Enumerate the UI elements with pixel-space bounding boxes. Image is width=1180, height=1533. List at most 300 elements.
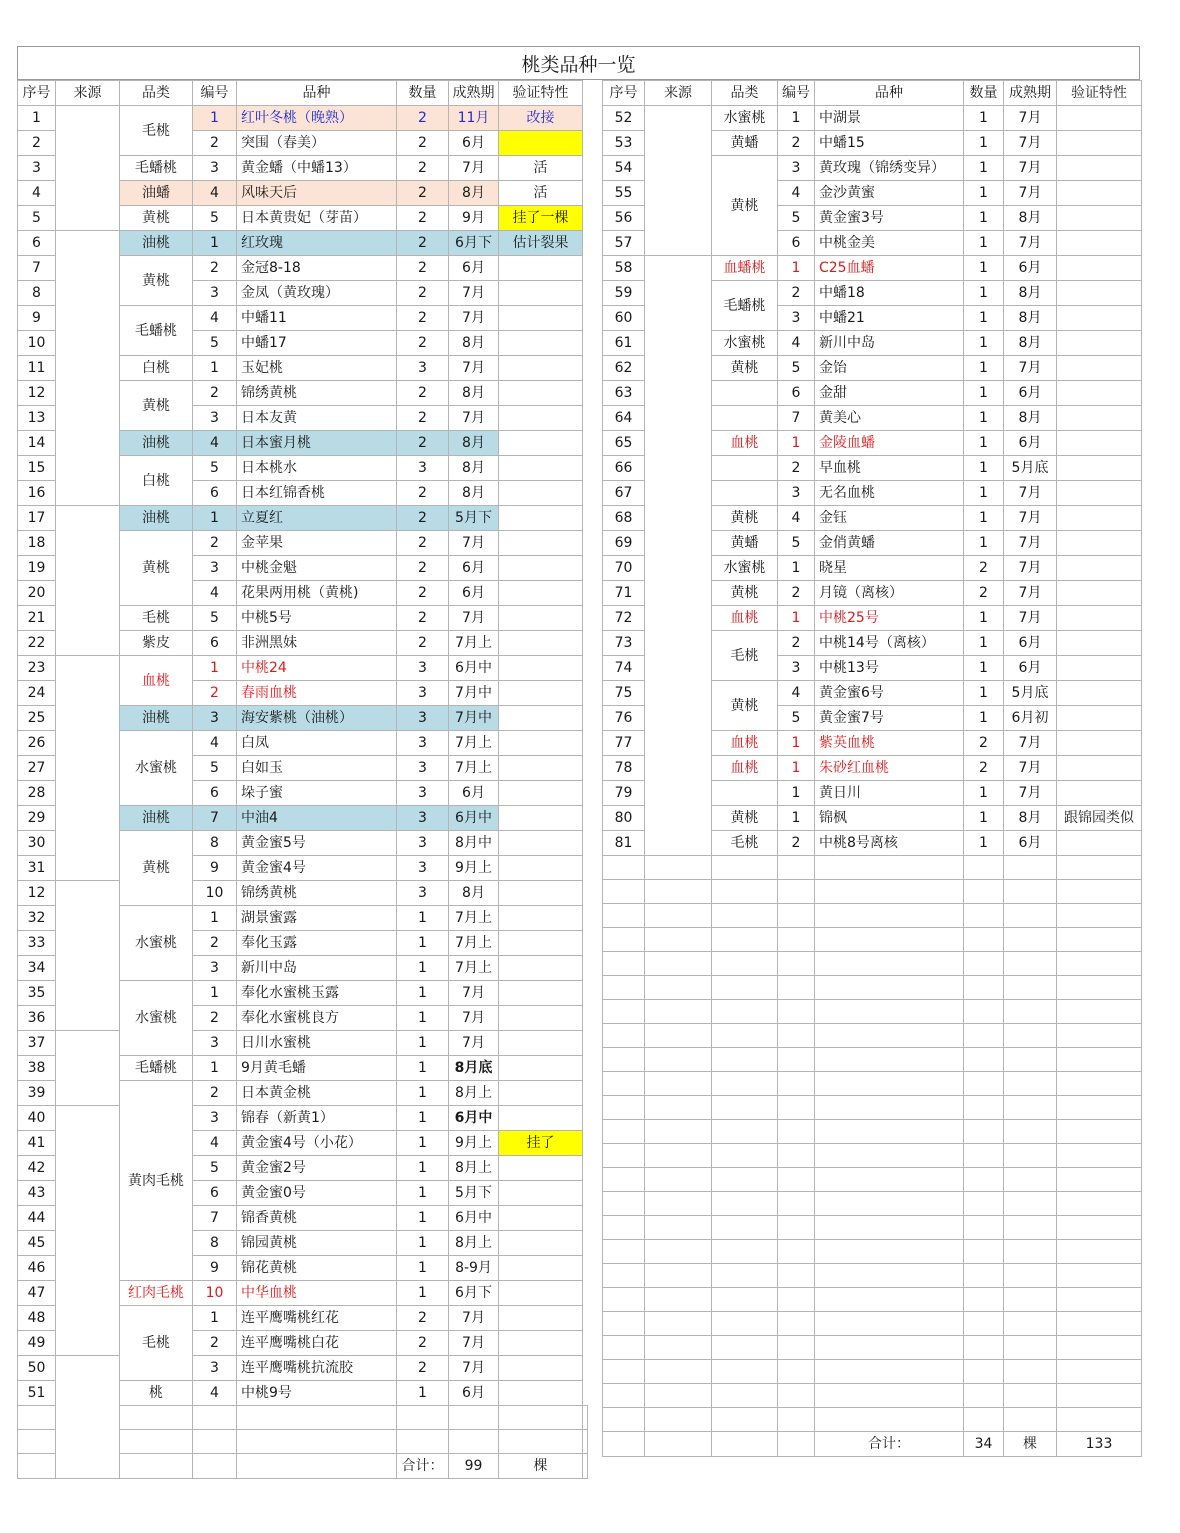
number-cell: 6	[193, 481, 237, 506]
number-cell: 9	[193, 856, 237, 881]
empty-cell	[964, 1216, 1004, 1240]
quantity-cell: 1	[397, 931, 449, 956]
category-cell	[712, 406, 778, 431]
notes-cell	[499, 506, 583, 531]
variety-name-cell: 新川中岛	[237, 956, 397, 981]
empty-cell	[815, 1168, 964, 1192]
maturity-cell: 7月上	[449, 931, 499, 956]
table-row	[18, 1031, 588, 1056]
notes-cell	[499, 1306, 583, 1331]
notes-cell	[499, 1231, 583, 1256]
header-number: 编号	[193, 81, 237, 106]
variety-name-cell: 黄金蜜2号	[237, 1156, 397, 1181]
empty-cell	[778, 1024, 815, 1048]
notes-cell	[499, 881, 583, 906]
variety-name-cell: 金冠8-18	[237, 256, 397, 281]
empty-cell	[1004, 1384, 1057, 1408]
empty-cell	[964, 1192, 1004, 1216]
variety-name-cell: 中油4	[237, 806, 397, 831]
empty-cell	[712, 1216, 778, 1240]
seq-cell: 54	[603, 156, 645, 181]
empty-cell	[1057, 1096, 1142, 1120]
source-cell	[645, 256, 712, 856]
variety-name-cell: 中桃9号	[237, 1381, 397, 1406]
category-cell: 黄桃	[712, 806, 778, 831]
empty-cell	[712, 1288, 778, 1312]
number-cell: 2	[778, 281, 815, 306]
variety-name-cell: 连平鹰嘴桃白花	[237, 1331, 397, 1356]
maturity-cell: 8月	[449, 181, 499, 206]
quantity-cell: 3	[397, 856, 449, 881]
quantity-cell: 1	[397, 1006, 449, 1031]
source-cell	[56, 106, 120, 231]
category-cell: 黄桃	[712, 156, 778, 256]
empty-cell	[1057, 904, 1142, 928]
seq-cell: 9	[18, 306, 56, 331]
empty-cell	[1004, 1192, 1057, 1216]
category-cell: 毛桃	[120, 606, 193, 631]
empty-cell	[778, 880, 815, 904]
empty-cell	[1004, 1144, 1057, 1168]
empty-cell	[712, 1192, 778, 1216]
seq-cell: 12	[18, 381, 56, 406]
number-cell: 2	[193, 1006, 237, 1031]
seq-cell: 56	[603, 206, 645, 231]
empty-cell	[603, 1072, 645, 1096]
empty-row	[603, 1072, 1142, 1096]
empty-cell	[964, 904, 1004, 928]
variety-name-cell: 新川中岛	[815, 331, 964, 356]
empty-cell	[645, 1288, 712, 1312]
notes-cell	[1057, 456, 1142, 481]
total-unit: 棵	[1004, 1432, 1057, 1457]
empty-cell	[815, 1144, 964, 1168]
variety-name-cell: 突围（春美）	[237, 131, 397, 156]
number-cell: 5	[778, 206, 815, 231]
empty-row	[603, 1048, 1142, 1072]
empty-cell	[1004, 1048, 1057, 1072]
empty-cell	[120, 1454, 193, 1479]
maturity-cell: 8月	[1004, 331, 1057, 356]
maturity-cell: 7月	[1004, 481, 1057, 506]
category-cell	[712, 381, 778, 406]
empty-row	[603, 1312, 1142, 1336]
empty-cell	[712, 1144, 778, 1168]
variety-name-cell: 海安紫桃（油桃）	[237, 706, 397, 731]
empty-cell	[193, 1430, 237, 1454]
empty-cell	[712, 1408, 778, 1432]
empty-cell	[712, 1432, 778, 1457]
number-cell: 3	[193, 956, 237, 981]
empty-cell	[1004, 1360, 1057, 1384]
maturity-cell: 8月上	[449, 1231, 499, 1256]
seq-cell: 26	[18, 731, 56, 756]
category-cell: 毛桃	[120, 106, 193, 156]
notes-cell	[1057, 606, 1142, 631]
category-cell: 油桃	[120, 706, 193, 731]
number-cell: 6	[778, 231, 815, 256]
variety-name-cell: 日本友黄	[237, 406, 397, 431]
category-cell: 黄蟠	[712, 531, 778, 556]
variety-name-cell: 连平鹰嘴桃抗流胶	[237, 1356, 397, 1381]
empty-cell	[964, 976, 1004, 1000]
maturity-cell: 7月上	[449, 956, 499, 981]
quantity-cell: 2	[964, 556, 1004, 581]
seq-cell: 1	[18, 106, 56, 131]
quantity-cell: 1	[397, 1131, 449, 1156]
maturity-cell: 7月上	[449, 906, 499, 931]
notes-cell	[1057, 731, 1142, 756]
empty-cell	[603, 1264, 645, 1288]
empty-cell	[603, 952, 645, 976]
quantity-cell: 1	[964, 131, 1004, 156]
number-cell: 1	[778, 106, 815, 131]
empty-cell	[645, 1240, 712, 1264]
number-cell: 5	[193, 331, 237, 356]
seq-cell: 29	[18, 806, 56, 831]
number-cell: 2	[778, 456, 815, 481]
seq-cell: 8	[18, 281, 56, 306]
quantity-cell: 1	[964, 456, 1004, 481]
quantity-cell: 1	[397, 1381, 449, 1406]
variety-name-cell: 黄美心	[815, 406, 964, 431]
maturity-cell: 6月下	[449, 1281, 499, 1306]
header-category: 品类	[712, 81, 778, 106]
category-cell: 黄蟠	[712, 131, 778, 156]
maturity-cell: 6月	[449, 581, 499, 606]
variety-name-cell: 黄金蜜0号	[237, 1181, 397, 1206]
empty-cell	[712, 904, 778, 928]
category-cell	[712, 481, 778, 506]
maturity-cell: 8月底	[449, 1056, 499, 1081]
header-notes: 验证特性	[1057, 81, 1142, 106]
notes-cell: 活	[499, 156, 583, 181]
category-cell: 黄桃	[120, 531, 193, 606]
quantity-cell: 2	[397, 181, 449, 206]
notes-cell	[1057, 781, 1142, 806]
empty-cell	[964, 1408, 1004, 1432]
variety-name-cell: 中桃24	[237, 656, 397, 681]
variety-name-cell: 锦春（新黄1）	[237, 1106, 397, 1131]
variety-name-cell: 金饴	[815, 356, 964, 381]
quantity-cell: 3	[397, 356, 449, 381]
notes-cell	[1057, 706, 1142, 731]
number-cell: 8	[193, 1231, 237, 1256]
number-cell: 1	[193, 1056, 237, 1081]
quantity-cell: 2	[964, 756, 1004, 781]
notes-cell	[1057, 506, 1142, 531]
number-cell: 3	[193, 556, 237, 581]
notes-cell	[1057, 431, 1142, 456]
seq-cell: 43	[18, 1181, 56, 1206]
empty-cell	[1057, 1312, 1142, 1336]
number-cell: 4	[778, 331, 815, 356]
seq-cell: 72	[603, 606, 645, 631]
quantity-cell: 3	[397, 706, 449, 731]
empty-cell	[815, 880, 964, 904]
variety-name-cell: 金陵血蟠	[815, 431, 964, 456]
notes-cell	[499, 256, 583, 281]
notes-cell	[499, 431, 583, 456]
empty-cell	[603, 1120, 645, 1144]
maturity-cell: 9月	[449, 206, 499, 231]
empty-cell	[712, 1240, 778, 1264]
notes-cell	[499, 1031, 583, 1056]
seq-cell: 79	[603, 781, 645, 806]
notes-cell	[499, 1381, 583, 1406]
empty-cell	[1004, 952, 1057, 976]
empty-cell	[1057, 856, 1142, 880]
number-cell: 4	[193, 1131, 237, 1156]
table-row	[603, 256, 1142, 281]
quantity-cell: 1	[964, 781, 1004, 806]
maturity-cell: 7月中	[449, 706, 499, 731]
notes-cell	[1057, 531, 1142, 556]
maturity-cell: 8月中	[449, 831, 499, 856]
empty-cell	[18, 1454, 56, 1479]
category-cell: 毛蟠桃	[120, 1056, 193, 1081]
seq-cell: 28	[18, 781, 56, 806]
table-row	[18, 506, 588, 531]
empty-cell	[778, 1120, 815, 1144]
empty-cell	[1057, 952, 1142, 976]
empty-cell	[778, 1048, 815, 1072]
empty-cell	[815, 1048, 964, 1072]
quantity-cell: 1	[397, 1031, 449, 1056]
empty-cell	[778, 1144, 815, 1168]
variety-name-cell: 奉化玉露	[237, 931, 397, 956]
notes-cell	[499, 356, 583, 381]
maturity-cell: 6月	[449, 131, 499, 156]
seq-cell: 71	[603, 581, 645, 606]
header-notes: 验证特性	[499, 81, 583, 106]
empty-cell	[645, 1024, 712, 1048]
empty-cell	[193, 1454, 237, 1479]
notes-cell	[499, 331, 583, 356]
empty-cell	[712, 1048, 778, 1072]
seq-cell: 53	[603, 131, 645, 156]
empty-cell	[964, 1120, 1004, 1144]
maturity-cell: 6月中	[449, 656, 499, 681]
seq-cell: 18	[18, 531, 56, 556]
variety-name-cell: 奉化水蜜桃良方	[237, 1006, 397, 1031]
notes-cell	[1057, 556, 1142, 581]
number-cell: 4	[778, 681, 815, 706]
number-cell: 4	[778, 506, 815, 531]
empty-cell	[815, 1360, 964, 1384]
empty-cell	[603, 976, 645, 1000]
number-cell: 2	[778, 631, 815, 656]
quantity-cell: 1	[964, 681, 1004, 706]
notes-cell	[1057, 181, 1142, 206]
empty-cell	[18, 1406, 56, 1430]
empty-cell	[815, 1120, 964, 1144]
variety-name-cell: 非洲黑妹	[237, 631, 397, 656]
maturity-cell: 7月	[1004, 606, 1057, 631]
notes-cell	[499, 281, 583, 306]
empty-cell	[1004, 856, 1057, 880]
seq-cell: 6	[18, 231, 56, 256]
notes-cell	[499, 531, 583, 556]
notes-cell: 活	[499, 181, 583, 206]
seq-cell: 23	[18, 656, 56, 681]
maturity-cell: 6月	[1004, 656, 1057, 681]
empty-cell	[1004, 976, 1057, 1000]
category-cell	[712, 781, 778, 806]
header-maturity: 成熟期	[1004, 81, 1057, 106]
empty-cell	[603, 1240, 645, 1264]
quantity-cell: 3	[397, 681, 449, 706]
variety-name-cell: 黄金蟠（中蟠13）	[237, 156, 397, 181]
variety-name-cell: 中湖景	[815, 106, 964, 131]
category-cell: 血桃	[712, 756, 778, 781]
empty-cell	[603, 1336, 645, 1360]
category-cell: 桃	[120, 1381, 193, 1406]
number-cell: 4	[778, 181, 815, 206]
empty-cell	[1057, 880, 1142, 904]
maturity-cell: 6月	[1004, 831, 1057, 856]
seq-cell: 17	[18, 506, 56, 531]
empty-cell	[603, 1168, 645, 1192]
header-quantity: 数量	[397, 81, 449, 106]
seq-cell: 27	[18, 756, 56, 781]
variety-name-cell: 黄金蜜4号（小花）	[237, 1131, 397, 1156]
quantity-cell: 2	[397, 331, 449, 356]
empty-cell	[603, 1408, 645, 1432]
number-cell: 10	[193, 881, 237, 906]
quantity-cell: 2	[397, 1356, 449, 1381]
quantity-cell: 3	[397, 456, 449, 481]
variety-name-cell: 紫英血桃	[815, 731, 964, 756]
category-cell: 油桃	[120, 506, 193, 531]
empty-cell	[778, 1096, 815, 1120]
seq-cell: 81	[603, 831, 645, 856]
source-cell	[56, 656, 120, 881]
notes-cell	[499, 806, 583, 831]
header-row	[18, 81, 588, 106]
maturity-cell: 5月下	[449, 506, 499, 531]
number-cell: 1	[193, 231, 237, 256]
category-cell: 毛桃	[120, 1306, 193, 1381]
empty-cell	[645, 1360, 712, 1384]
empty-cell	[964, 928, 1004, 952]
notes-cell	[499, 381, 583, 406]
empty-cell	[645, 1192, 712, 1216]
table-row	[18, 1106, 588, 1131]
empty-cell	[712, 1168, 778, 1192]
seq-cell: 55	[603, 181, 645, 206]
empty-cell	[603, 1360, 645, 1384]
notes-cell	[1057, 106, 1142, 131]
notes-cell	[1057, 131, 1142, 156]
maturity-cell: 8月上	[449, 1081, 499, 1106]
empty-cell	[712, 1072, 778, 1096]
maturity-cell: 8月	[449, 381, 499, 406]
maturity-cell: 7月	[1004, 581, 1057, 606]
number-cell: 2	[193, 681, 237, 706]
seq-cell: 80	[603, 806, 645, 831]
empty-row	[603, 904, 1142, 928]
empty-cell	[964, 1240, 1004, 1264]
empty-cell	[645, 1216, 712, 1240]
empty-cell	[603, 856, 645, 880]
notes-cell	[499, 406, 583, 431]
notes-cell: 挂了	[499, 1131, 583, 1156]
empty-cell	[603, 904, 645, 928]
number-cell: 5	[193, 1156, 237, 1181]
empty-cell	[645, 1144, 712, 1168]
empty-cell	[1004, 1120, 1057, 1144]
notes-cell	[499, 756, 583, 781]
notes-cell	[1057, 631, 1142, 656]
quantity-cell: 1	[964, 831, 1004, 856]
table-row	[18, 1356, 588, 1381]
empty-cell	[778, 856, 815, 880]
seq-cell: 31	[18, 856, 56, 881]
maturity-cell: 6月初	[1004, 706, 1057, 731]
empty-cell	[1057, 1384, 1142, 1408]
seq-cell: 68	[603, 506, 645, 531]
category-cell: 血桃	[712, 731, 778, 756]
quantity-cell: 2	[397, 1331, 449, 1356]
maturity-cell: 8月	[449, 881, 499, 906]
number-cell: 7	[778, 406, 815, 431]
empty-cell	[645, 1048, 712, 1072]
empty-cell	[603, 1312, 645, 1336]
seq-cell: 35	[18, 981, 56, 1006]
number-cell: 6	[193, 1181, 237, 1206]
variety-name-cell: 锦园黄桃	[237, 1231, 397, 1256]
variety-name-cell: 中桃金美	[815, 231, 964, 256]
seq-cell: 63	[603, 381, 645, 406]
empty-cell	[778, 1216, 815, 1240]
notes-cell	[499, 781, 583, 806]
header-variety: 品种	[237, 81, 397, 106]
empty-cell	[1004, 1264, 1057, 1288]
variety-table-right	[602, 80, 1142, 1457]
seq-cell: 24	[18, 681, 56, 706]
quantity-cell: 2	[397, 156, 449, 181]
empty-cell	[645, 1120, 712, 1144]
sheet-title: 桃类品种一览	[17, 46, 1140, 80]
seq-cell: 76	[603, 706, 645, 731]
seq-cell: 3	[18, 156, 56, 181]
seq-cell: 58	[603, 256, 645, 281]
quantity-cell: 3	[397, 656, 449, 681]
empty-cell	[237, 1430, 397, 1454]
empty-cell	[815, 1216, 964, 1240]
quantity-cell: 2	[397, 206, 449, 231]
variety-name-cell: 中桃5号	[237, 606, 397, 631]
seq-cell: 74	[603, 656, 645, 681]
seq-cell: 5	[18, 206, 56, 231]
number-cell: 3	[778, 656, 815, 681]
empty-row	[603, 1408, 1142, 1432]
seq-cell: 19	[18, 556, 56, 581]
category-cell: 红肉毛桃	[120, 1281, 193, 1306]
empty-cell	[603, 1216, 645, 1240]
empty-cell	[1004, 1216, 1057, 1240]
category-cell: 黄桃	[712, 356, 778, 381]
variety-name-cell: 中桃8号离核	[815, 831, 964, 856]
empty-cell	[1004, 1000, 1057, 1024]
quantity-cell: 1	[964, 656, 1004, 681]
empty-cell	[645, 1408, 712, 1432]
total-quantity: 34	[964, 1432, 1004, 1457]
variety-name-cell: 白凤	[237, 731, 397, 756]
empty-cell	[645, 1096, 712, 1120]
empty-row	[603, 1264, 1142, 1288]
